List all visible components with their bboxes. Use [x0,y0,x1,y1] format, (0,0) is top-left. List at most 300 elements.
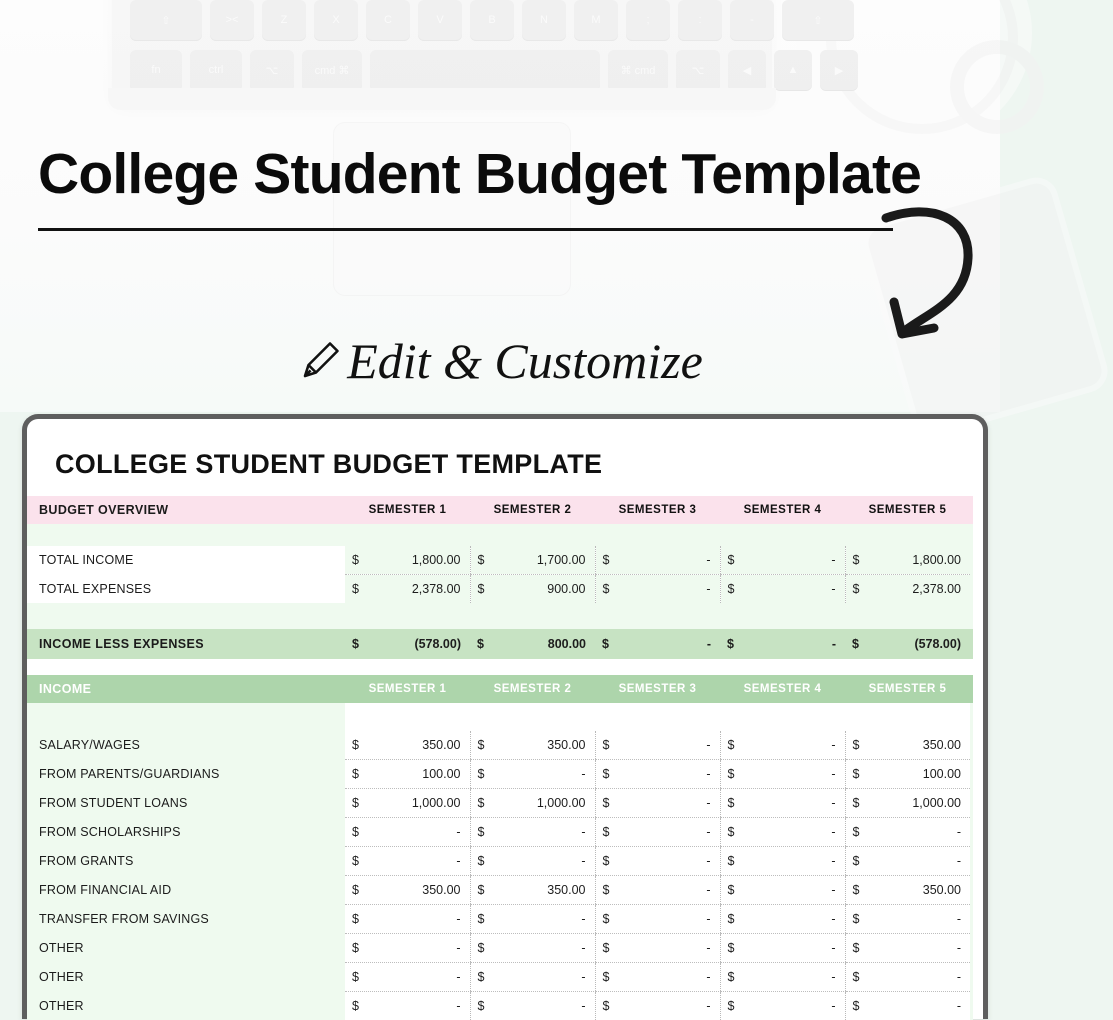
cell-value: 350.00 [422,883,460,897]
currency-symbol: $ [728,767,735,781]
currency-symbol: $ [352,883,359,897]
spacer-cell [720,703,845,731]
cell-sem5[interactable] [845,876,970,905]
cell-value: 1,000.00 [412,796,461,810]
currency-symbol: $ [853,796,860,810]
key-x: X [314,0,358,40]
currency-symbol: $ [853,970,860,984]
pad-cell [970,963,973,992]
cell-value: - [456,941,460,955]
cell-value: 100.00 [923,767,961,781]
cell-sem5[interactable] [845,546,970,575]
row-label: FROM SCHOLARSHIPS [27,818,345,847]
cell-value: - [581,767,585,781]
currency-symbol: $ [352,941,359,955]
spacer-cell [595,703,720,731]
table-row [27,876,973,905]
cell-value: - [456,970,460,984]
overview-col-sem3: SEMESTER 3 [595,496,720,524]
income-col-sem2: SEMESTER 2 [470,675,595,703]
currency-symbol: $ [603,999,610,1013]
cell-value: - [707,637,711,651]
cell-value: 1,800.00 [412,553,461,567]
key-anglebracket: >< [210,0,254,40]
cell-value: 2,378.00 [912,582,961,596]
key-c: C [366,0,410,40]
cell-value: - [957,999,961,1013]
cell-value: - [831,883,835,897]
currency-symbol: $ [478,767,485,781]
cell-value: - [957,854,961,868]
currency-symbol: $ [853,999,860,1013]
overview-col-sem1: SEMESTER 1 [345,496,470,524]
currency-symbol: $ [728,582,735,596]
spreadsheet-inner [27,449,973,1020]
cell-sem2[interactable] [470,818,595,847]
cell-value: - [706,796,710,810]
cell-sem2[interactable] [470,963,595,992]
currency-symbol: $ [728,970,735,984]
currency-symbol: $ [852,637,859,651]
cell-sem2[interactable] [470,992,595,1020]
currency-symbol: $ [728,738,735,752]
currency-symbol: $ [728,941,735,955]
cell-sem3[interactable] [595,629,720,659]
cell-value: - [706,825,710,839]
cell-sem1[interactable] [345,546,470,575]
cell-sem1[interactable] [345,934,470,963]
currency-symbol: $ [478,738,485,752]
key-dash: - [730,0,774,40]
cell-sem4[interactable] [720,731,845,760]
currency-symbol: $ [478,970,485,984]
cell-value: - [456,854,460,868]
row-label: INCOME LESS EXPENSES [27,629,345,659]
cell-sem3[interactable] [595,789,720,818]
cell-value: - [581,941,585,955]
cell-value: (578.00) [914,637,961,651]
cell-value: - [581,912,585,926]
cell-sem2[interactable] [470,575,595,604]
pad-cell [970,731,973,760]
cell-sem3[interactable] [595,760,720,789]
gap-row [27,480,973,496]
currency-symbol: $ [478,912,485,926]
title-underline-divider [38,228,893,231]
cell-value: - [706,582,710,596]
overview-bottom-spacer [27,603,973,629]
currency-symbol: $ [853,825,860,839]
income-col-sem4: SEMESTER 4 [720,675,845,703]
cell-sem5[interactable] [845,789,970,818]
cell-sem1[interactable] [345,992,470,1020]
cell-value: - [706,999,710,1013]
key-arrow-left: ◀ [728,50,766,90]
currency-symbol: $ [352,553,359,567]
table-row [27,731,973,760]
table-row [27,760,973,789]
key-z: Z [262,0,306,40]
cell-sem4[interactable] [720,629,845,659]
cell-sem5[interactable] [845,934,970,963]
cell-value: 350.00 [422,738,460,752]
currency-symbol: $ [602,637,609,651]
key-fn: fn [130,50,182,90]
currency-symbol: $ [853,854,860,868]
laptop-keyboard [112,0,772,102]
cell-sem4[interactable] [720,934,845,963]
currency-symbol: $ [352,637,359,651]
income-header-label: INCOME [27,675,345,703]
cell-value: - [581,970,585,984]
cell-value: - [831,796,835,810]
cell-sem1[interactable] [345,629,470,659]
currency-symbol: $ [728,825,735,839]
gap-cell [27,480,973,496]
currency-symbol: $ [853,912,860,926]
cell-value: - [831,767,835,781]
mug-handle-icon [950,40,1044,134]
cell-value: 350.00 [547,883,585,897]
cell-sem3[interactable] [595,876,720,905]
cell-value: - [831,999,835,1013]
cell-value: 2,378.00 [412,582,461,596]
currency-symbol: $ [603,767,610,781]
cell-value: - [957,912,961,926]
cell-value: 1,700.00 [537,553,586,567]
currency-symbol: $ [352,854,359,868]
currency-symbol: $ [853,883,860,897]
currency-symbol: $ [478,854,485,868]
key-spacebar [370,50,600,90]
table-row [27,818,973,847]
cell-value: - [831,970,835,984]
key-m: M [574,0,618,40]
cell-value: - [706,883,710,897]
pad-cell [970,789,973,818]
currency-symbol: $ [727,637,734,651]
key-arrow-updown: ▲ [774,50,812,90]
row-label: FROM PARENTS/GUARDIANS [27,760,345,789]
cell-value: 1,000.00 [537,796,586,810]
pad-cell [970,905,973,934]
cell-sem4[interactable] [720,992,845,1020]
spacer-cell [470,703,595,731]
cell-value: - [831,582,835,596]
cell-value: (578.00) [414,637,461,651]
cell-value: - [706,738,710,752]
income-col-sem3: SEMESTER 3 [595,675,720,703]
cell-value: - [456,825,460,839]
currency-symbol: $ [352,796,359,810]
currency-symbol: $ [603,553,610,567]
currency-symbol: $ [603,854,610,868]
pad-cell [970,496,973,524]
cell-sem5[interactable] [845,818,970,847]
row-label: TOTAL EXPENSES [27,575,345,604]
cell-sem5[interactable] [845,905,970,934]
currency-symbol: $ [728,999,735,1013]
row-label: TOTAL INCOME [27,546,345,575]
cell-value: - [706,970,710,984]
cell-sem1[interactable] [345,818,470,847]
pad-cell [970,575,973,604]
key-v: V [418,0,462,40]
currency-symbol: $ [603,825,610,839]
currency-symbol: $ [478,883,485,897]
spacer-cell [27,703,345,731]
cell-value: 800.00 [548,637,586,651]
cell-sem4[interactable] [720,546,845,575]
cell-value: - [831,553,835,567]
key-cmd-right: ⌘ cmd [608,50,668,90]
cell-value: - [831,738,835,752]
cell-value: - [456,912,460,926]
overview-col-sem2: SEMESTER 2 [470,496,595,524]
cell-sem1[interactable] [345,731,470,760]
cell-sem2[interactable] [470,934,595,963]
cell-sem2[interactable] [470,629,595,659]
key-semicolon: ; [626,0,670,40]
key-b: B [470,0,514,40]
currency-symbol: $ [603,912,610,926]
cell-value: 900.00 [547,582,585,596]
gap-cell [27,659,973,675]
cell-sem4[interactable] [720,905,845,934]
key-n: N [522,0,566,40]
row-label: SALARY/WAGES [27,731,345,760]
cell-sem3[interactable] [595,546,720,575]
currency-symbol: $ [603,883,610,897]
currency-symbol: $ [853,582,860,596]
overview-header-row [27,496,973,524]
cell-sem5[interactable] [845,575,970,604]
cell-value: - [581,999,585,1013]
currency-symbol: $ [603,738,610,752]
cell-value: - [581,854,585,868]
income-rows-body [27,731,973,1020]
income-header-row [27,675,973,703]
currency-symbol: $ [728,854,735,868]
pad-cell [970,675,973,703]
currency-symbol: $ [478,999,485,1013]
cell-sem2[interactable] [470,905,595,934]
currency-symbol: $ [728,796,735,810]
table-row [27,963,973,992]
currency-symbol: $ [603,941,610,955]
cell-sem5[interactable] [845,760,970,789]
pad-cell [970,847,973,876]
key-colon: : [678,0,722,40]
currency-symbol: $ [352,825,359,839]
cell-sem1[interactable] [345,575,470,604]
currency-symbol: $ [352,767,359,781]
cell-sem3[interactable] [595,992,720,1020]
spacer-cell [845,703,970,731]
cell-value: 350.00 [547,738,585,752]
pad-cell [970,546,973,575]
curved-arrow-icon [872,196,992,356]
currency-symbol: $ [477,637,484,651]
row-label: FROM FINANCIAL AID [27,876,345,905]
key-option-right: ⌥ [676,50,720,90]
currency-symbol: $ [853,767,860,781]
cell-sem5[interactable] [845,847,970,876]
cell-value: 100.00 [422,767,460,781]
cell-sem4[interactable] [720,575,845,604]
cell-value: - [957,825,961,839]
cell-sem1[interactable] [345,905,470,934]
currency-symbol: $ [603,796,610,810]
currency-symbol: $ [853,553,860,567]
row-label: FROM STUDENT LOANS [27,789,345,818]
cell-value: - [957,970,961,984]
cell-sem4[interactable] [720,818,845,847]
key-arrow-right: ▶ [820,50,858,90]
cell-sem4[interactable] [720,963,845,992]
currency-symbol: $ [728,553,735,567]
budget-overview-table [27,480,973,1020]
cell-sem2[interactable] [470,847,595,876]
income-less-expenses-row [27,629,973,659]
row-label: OTHER [27,963,345,992]
cell-value: - [706,767,710,781]
cell-sem2[interactable] [470,546,595,575]
cell-value: 350.00 [923,738,961,752]
pad-cell [970,760,973,789]
currency-symbol: $ [603,970,610,984]
cell-sem3[interactable] [595,818,720,847]
cell-sem3[interactable] [595,847,720,876]
table-row [27,546,973,575]
cell-sem1[interactable] [345,789,470,818]
pad-cell [970,992,973,1020]
spacer-cell [27,603,973,629]
table-row [27,992,973,1020]
cell-value: - [832,637,836,651]
cell-value: - [831,941,835,955]
cell-value: - [456,999,460,1013]
pad-cell [970,818,973,847]
overview-spacer-row [27,524,973,546]
overview-header-label: BUDGET OVERVIEW [27,496,345,524]
cell-value: 1,800.00 [912,553,961,567]
cell-sem1[interactable] [345,760,470,789]
currency-symbol: $ [352,999,359,1013]
currency-symbol: $ [603,582,610,596]
laptop-base [108,88,776,110]
cell-sem2[interactable] [470,760,595,789]
overview-col-sem5: SEMESTER 5 [845,496,970,524]
cell-sem1[interactable] [345,963,470,992]
cell-value: - [957,941,961,955]
key-option-left: ⌥ [250,50,294,90]
cell-sem1[interactable] [345,847,470,876]
currency-symbol: $ [478,825,485,839]
cell-value: - [706,912,710,926]
table-row [27,905,973,934]
row-label: FROM GRANTS [27,847,345,876]
page-title: College Student Budget Template [38,146,908,203]
cell-sem1[interactable] [345,876,470,905]
table-row [27,934,973,963]
spreadsheet-title: COLLEGE STUDENT BUDGET TEMPLATE [55,449,973,480]
spacer-cell [345,703,470,731]
pad-cell [970,703,973,731]
pad-cell [970,629,973,659]
cell-value: - [706,854,710,868]
table-row [27,847,973,876]
cell-value: 350.00 [923,883,961,897]
cell-value: 1,000.00 [912,796,961,810]
cell-value: - [831,854,835,868]
cell-sem3[interactable] [595,575,720,604]
currency-symbol: $ [728,912,735,926]
spacer-cell [27,524,973,546]
cell-value: - [706,553,710,567]
cell-sem4[interactable] [720,789,845,818]
key-shift-right: ⇧ [782,0,854,40]
cell-sem4[interactable] [720,760,845,789]
cell-sem3[interactable] [595,963,720,992]
row-label: OTHER [27,992,345,1020]
currency-symbol: $ [478,941,485,955]
currency-symbol: $ [352,738,359,752]
currency-symbol: $ [352,970,359,984]
cell-sem5[interactable] [845,731,970,760]
table-row [27,575,973,604]
cell-value: - [831,912,835,926]
currency-symbol: $ [352,582,359,596]
currency-symbol: $ [478,553,485,567]
cell-value: - [831,825,835,839]
cell-sem4[interactable] [720,876,845,905]
pencil-icon [297,338,343,396]
income-spacer-row [27,703,973,731]
currency-symbol: $ [853,738,860,752]
spreadsheet-card [22,414,988,1019]
row-label: TRANSFER FROM SAVINGS [27,905,345,934]
pad-cell [970,876,973,905]
currency-symbol: $ [728,883,735,897]
row-label: OTHER [27,934,345,963]
cell-sem3[interactable] [595,934,720,963]
cell-sem3[interactable] [595,731,720,760]
cell-sem4[interactable] [720,847,845,876]
currency-symbol: $ [478,796,485,810]
cell-sem2[interactable] [470,789,595,818]
cell-sem3[interactable] [595,905,720,934]
edit-customize-text: Edit & Customize [347,333,703,389]
cell-sem2[interactable] [470,731,595,760]
hero-banner [0,0,1000,412]
overview-col-sem4: SEMESTER 4 [720,496,845,524]
income-col-sem1: SEMESTER 1 [345,675,470,703]
currency-symbol: $ [352,912,359,926]
cell-sem5[interactable] [845,629,970,659]
edit-customize-caption [0,332,1000,396]
key-ctrl: ctrl [190,50,242,90]
cell-sem5[interactable] [845,992,970,1020]
currency-symbol: $ [853,941,860,955]
key-shift-left: ⇧ [130,0,202,40]
cell-value: - [706,941,710,955]
table-row [27,789,973,818]
cell-sem5[interactable] [845,963,970,992]
cell-sem2[interactable] [470,876,595,905]
pad-cell [970,934,973,963]
income-col-sem5: SEMESTER 5 [845,675,970,703]
